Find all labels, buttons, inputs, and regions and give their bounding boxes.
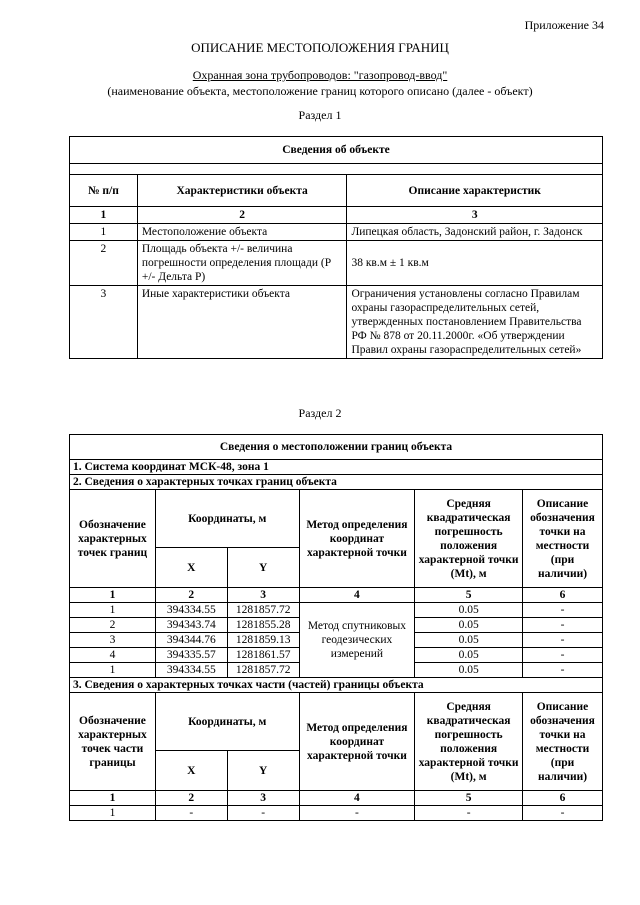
col-header-y: Y bbox=[227, 751, 299, 791]
col-number: 2 bbox=[137, 207, 347, 224]
col-header-y: Y bbox=[227, 548, 299, 588]
coord-system: 1. Система координат МСК-48, зона 1 bbox=[70, 460, 603, 475]
point-x: 394344.76 bbox=[155, 633, 227, 648]
table-row bbox=[70, 806, 603, 821]
point-y: 1281857.72 bbox=[227, 603, 299, 618]
col-header-method: Метод определения координат характерной точки bbox=[299, 693, 415, 791]
col-header-characteristic: Характеристики объекта bbox=[137, 175, 347, 207]
object-info-table-title: Сведения об объекте bbox=[70, 137, 603, 164]
col-number: 5 bbox=[415, 588, 523, 603]
col-header-designation-part: Обозначение характерных точек части границы bbox=[70, 693, 156, 791]
object-info-table bbox=[69, 136, 603, 359]
col-header-x: X bbox=[155, 548, 227, 588]
point-description: - bbox=[523, 648, 603, 663]
part-point-id: 1 bbox=[70, 806, 156, 821]
row-number: 1 bbox=[70, 224, 138, 241]
col-number: 3 bbox=[227, 588, 299, 603]
table-row bbox=[70, 241, 603, 286]
col-number: 6 bbox=[523, 791, 603, 806]
point-x: 394335.57 bbox=[155, 648, 227, 663]
row-description: Ограничения установлены согласно Правилам охраны газораспределительных сетей, утвержденных постановлением Правительства РФ № 878 от 20.11.2000г. «Об утверждении Правил охраны газораспределительных сетей» bbox=[347, 286, 603, 359]
col-header-error: Средняя квадратическая погрешность положения характерной точки (Mt), м bbox=[415, 490, 523, 588]
table-row bbox=[70, 286, 603, 359]
col-header-designation: Обозначение характерных точек границ bbox=[70, 490, 156, 588]
col-header-coordinates: Координаты, м bbox=[155, 693, 299, 751]
point-y: 1281859.13 bbox=[227, 633, 299, 648]
part-point-error: - bbox=[415, 806, 523, 821]
boundary-table-title: Сведения о местоположении границ объекта bbox=[70, 435, 603, 460]
boundary-location-table bbox=[69, 434, 603, 821]
row-characteristic: Местоположение объекта bbox=[137, 224, 347, 241]
col-number: 1 bbox=[70, 588, 156, 603]
point-error: 0.05 bbox=[415, 648, 523, 663]
point-method: Метод спутниковых геодезических измерений bbox=[299, 603, 415, 678]
part-point-method: - bbox=[299, 806, 415, 821]
col-number: 6 bbox=[523, 588, 603, 603]
point-description: - bbox=[523, 618, 603, 633]
point-x: 394334.55 bbox=[155, 603, 227, 618]
point-x: 394334.55 bbox=[155, 663, 227, 678]
row-description: Липецкая область, Задонский район, г. Задонск bbox=[347, 224, 603, 241]
point-id: 4 bbox=[70, 648, 156, 663]
point-error: 0.05 bbox=[415, 603, 523, 618]
point-x: 394343.74 bbox=[155, 618, 227, 633]
points-section-title: 2. Сведения о характерных точках границ объекта bbox=[70, 475, 603, 490]
point-id: 3 bbox=[70, 633, 156, 648]
point-error: 0.05 bbox=[415, 663, 523, 678]
col-header-x: X bbox=[155, 751, 227, 791]
point-id: 2 bbox=[70, 618, 156, 633]
col-number: 5 bbox=[415, 791, 523, 806]
point-y: 1281855.28 bbox=[227, 618, 299, 633]
point-error: 0.05 bbox=[415, 618, 523, 633]
col-header-point-description: Описание обозначения точки на местности (при наличии) bbox=[523, 693, 603, 791]
col-number: 2 bbox=[155, 588, 227, 603]
row-description: 38 кв.м ± 1 кв.м bbox=[347, 241, 603, 286]
object-name: Охранная зона трубопроводов: "газопровод-ввод" bbox=[192, 68, 448, 82]
row-characteristic: Площадь объекта +/- величина погрешности определения площади (P +/- Дельта P) bbox=[137, 241, 347, 286]
col-header-coordinates: Координаты, м bbox=[155, 490, 299, 548]
row-number: 3 bbox=[70, 286, 138, 359]
col-number: 4 bbox=[299, 791, 415, 806]
point-id: 1 bbox=[70, 603, 156, 618]
point-error: 0.05 bbox=[415, 633, 523, 648]
col-header-error: Средняя квадратическая погрешность положения характерной точки (Mt), м bbox=[415, 693, 523, 791]
point-id: 1 bbox=[70, 663, 156, 678]
point-y: 1281857.72 bbox=[227, 663, 299, 678]
col-number: 2 bbox=[155, 791, 227, 806]
document-title: ОПИСАНИЕ МЕСТОПОЛОЖЕНИЯ ГРАНИЦ bbox=[191, 40, 449, 55]
col-number: 1 bbox=[70, 791, 156, 806]
part-point-y: - bbox=[227, 806, 299, 821]
col-header-number: № п/п bbox=[70, 175, 138, 207]
section-2-title: Раздел 2 bbox=[298, 406, 342, 420]
table-row bbox=[70, 603, 603, 618]
object-note: (наименование объекта, местоположение границ которого описано (далее - объект) bbox=[107, 84, 533, 98]
row-number: 2 bbox=[70, 241, 138, 286]
col-number: 1 bbox=[70, 207, 138, 224]
part-point-description: - bbox=[523, 806, 603, 821]
spacer-row bbox=[70, 164, 603, 175]
col-header-point-description: Описание обозначения точки на местности (при наличии) bbox=[523, 490, 603, 588]
point-description: - bbox=[523, 663, 603, 678]
appendix-label: Приложение 34 bbox=[524, 18, 604, 32]
col-header-method: Метод определения координат характерной точки bbox=[299, 490, 415, 588]
part-section-title: 3. Сведения о характерных точках части (частей) границы объекта bbox=[70, 678, 603, 693]
row-characteristic: Иные характеристики объекта bbox=[137, 286, 347, 359]
part-point-x: - bbox=[155, 806, 227, 821]
section-1-title: Раздел 1 bbox=[298, 108, 342, 122]
point-description: - bbox=[523, 603, 603, 618]
col-header-description: Описание характеристик bbox=[347, 175, 603, 207]
col-number: 3 bbox=[347, 207, 603, 224]
point-description: - bbox=[523, 633, 603, 648]
col-number: 3 bbox=[227, 791, 299, 806]
col-number: 4 bbox=[299, 588, 415, 603]
table-row bbox=[70, 224, 603, 241]
point-y: 1281861.57 bbox=[227, 648, 299, 663]
